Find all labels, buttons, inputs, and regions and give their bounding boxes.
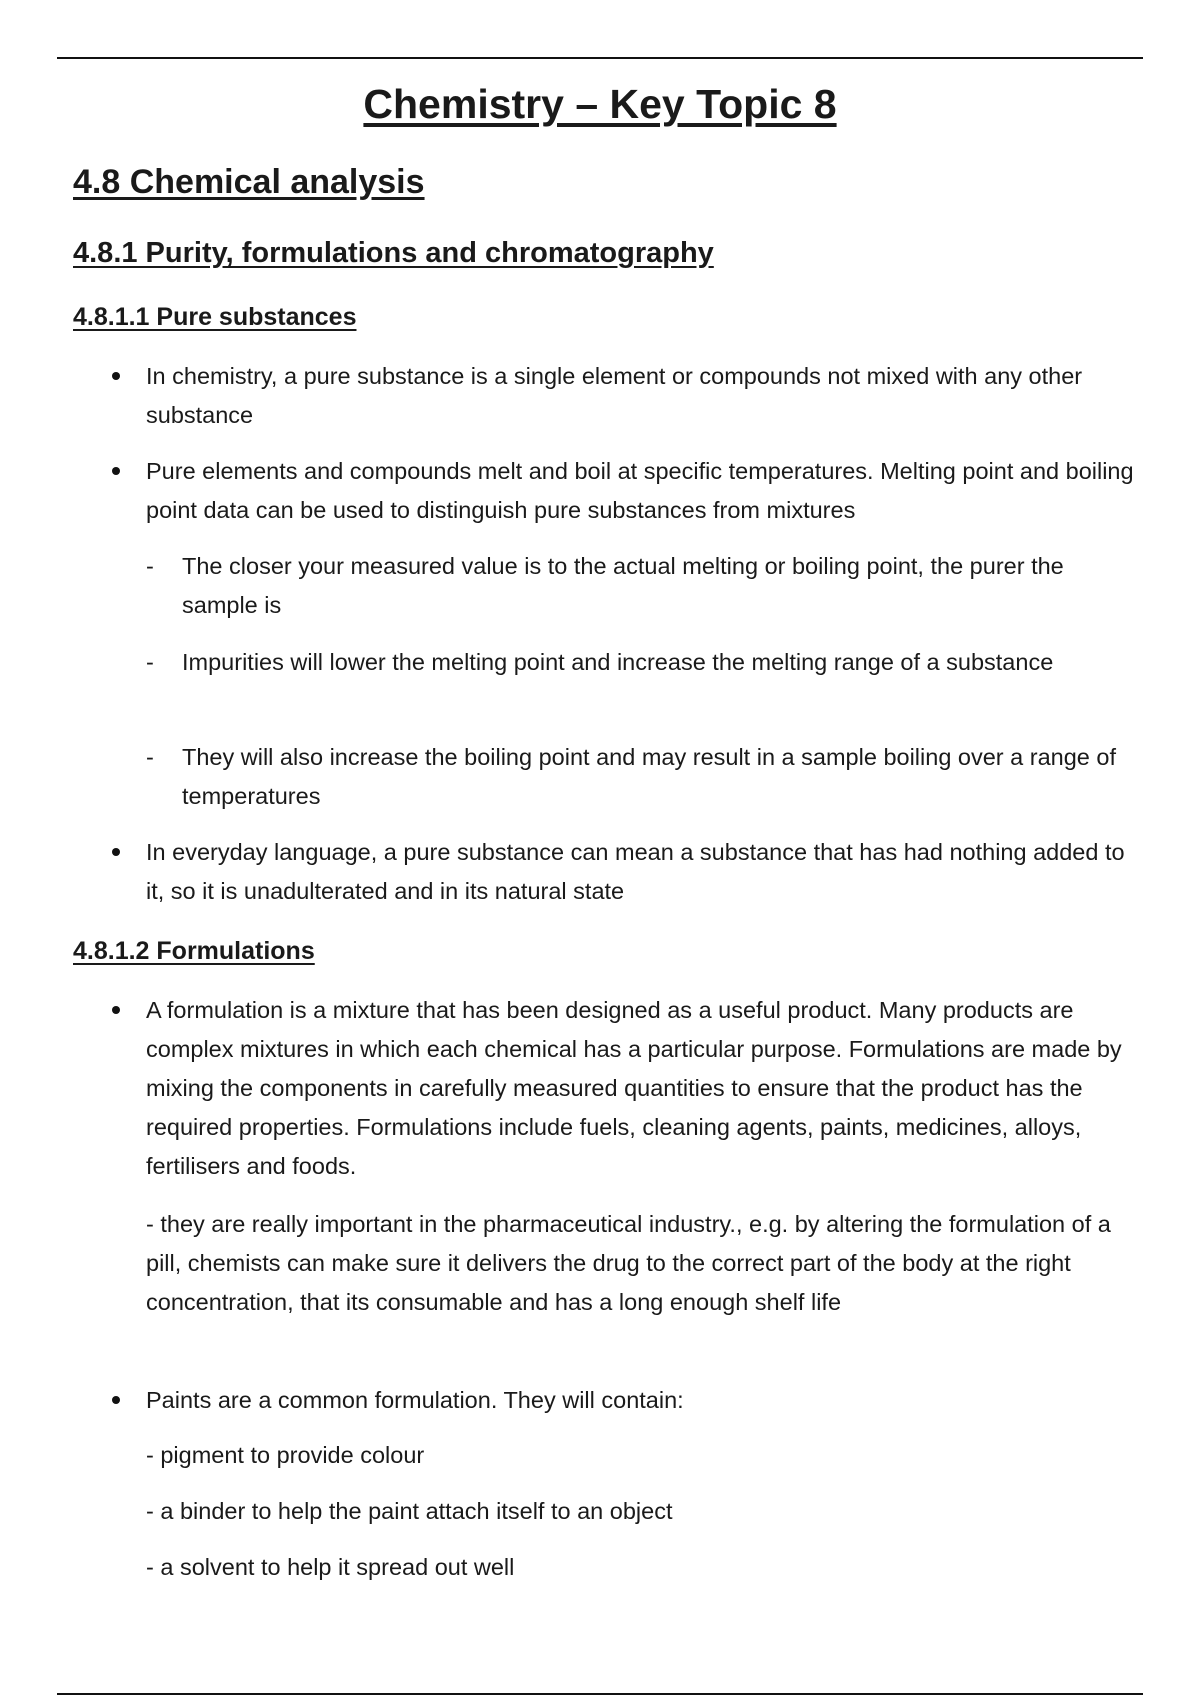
list-item: In everyday language, a pure substance can mean a substance that has had nothing added to it, so it is unadulterated and in its natural state (146, 833, 1136, 911)
document-title: Chemistry – Key Topic 8 (363, 81, 837, 127)
note-paragraph: - they are really important in the pharmaceutical industry., e.g. by altering the formulation of a pill, chemists can make sure it delivers the drug to the correct part of the body at the right concentration, that its consumable and has a long enough shelf life (146, 1211, 1111, 1315)
list-item: Paints are a common formulation. They will contain: (146, 1381, 1136, 1420)
section-heading: 4.8 Chemical analysis (73, 163, 425, 201)
pure-substances-heading: 4.8.1.1 Pure substances (73, 303, 357, 331)
sub-list-item: - The closer your measured value is to the actual melting or boiling point, the purer the sample is (182, 547, 1142, 625)
paint-component: - pigment to provide colour (146, 1442, 425, 1468)
list-item: Pure elements and compounds melt and boil at specific temperatures. Melting point and boiling point data can be used to distinguish pure substances from mixtures (146, 452, 1136, 530)
sub-list-item: - They will also increase the boiling point and may result in a sample boiling over a range of temperatures (182, 738, 1142, 816)
formulations-heading: 4.8.1.2 Formulations (73, 937, 315, 965)
list-item: In chemistry, a pure substance is a single element or compounds not mixed with any other substance (146, 357, 1136, 435)
subsection-heading: 4.8.1 Purity, formulations and chromatography (73, 237, 714, 269)
list-item: A formulation is a mixture that has been designed as a useful product. Many products are complex mixtures in which each chemical has a particular purpose. Formulations are made by mixing the components in carefully measured quantities to ensure that the product has the required properties. Formulations include fuels, cleaning agents, paints, medicines, alloys, fertilisers and foods. (146, 991, 1136, 1186)
bottom-rule (57, 1693, 1143, 1695)
paint-component: - a solvent to help it spread out well (146, 1554, 515, 1580)
sub-list-item: - Impurities will lower the melting point and increase the melting range of a substance (182, 643, 1142, 682)
paint-component: - a binder to help the paint attach itself to an object (146, 1498, 673, 1524)
top-rule (57, 57, 1143, 59)
